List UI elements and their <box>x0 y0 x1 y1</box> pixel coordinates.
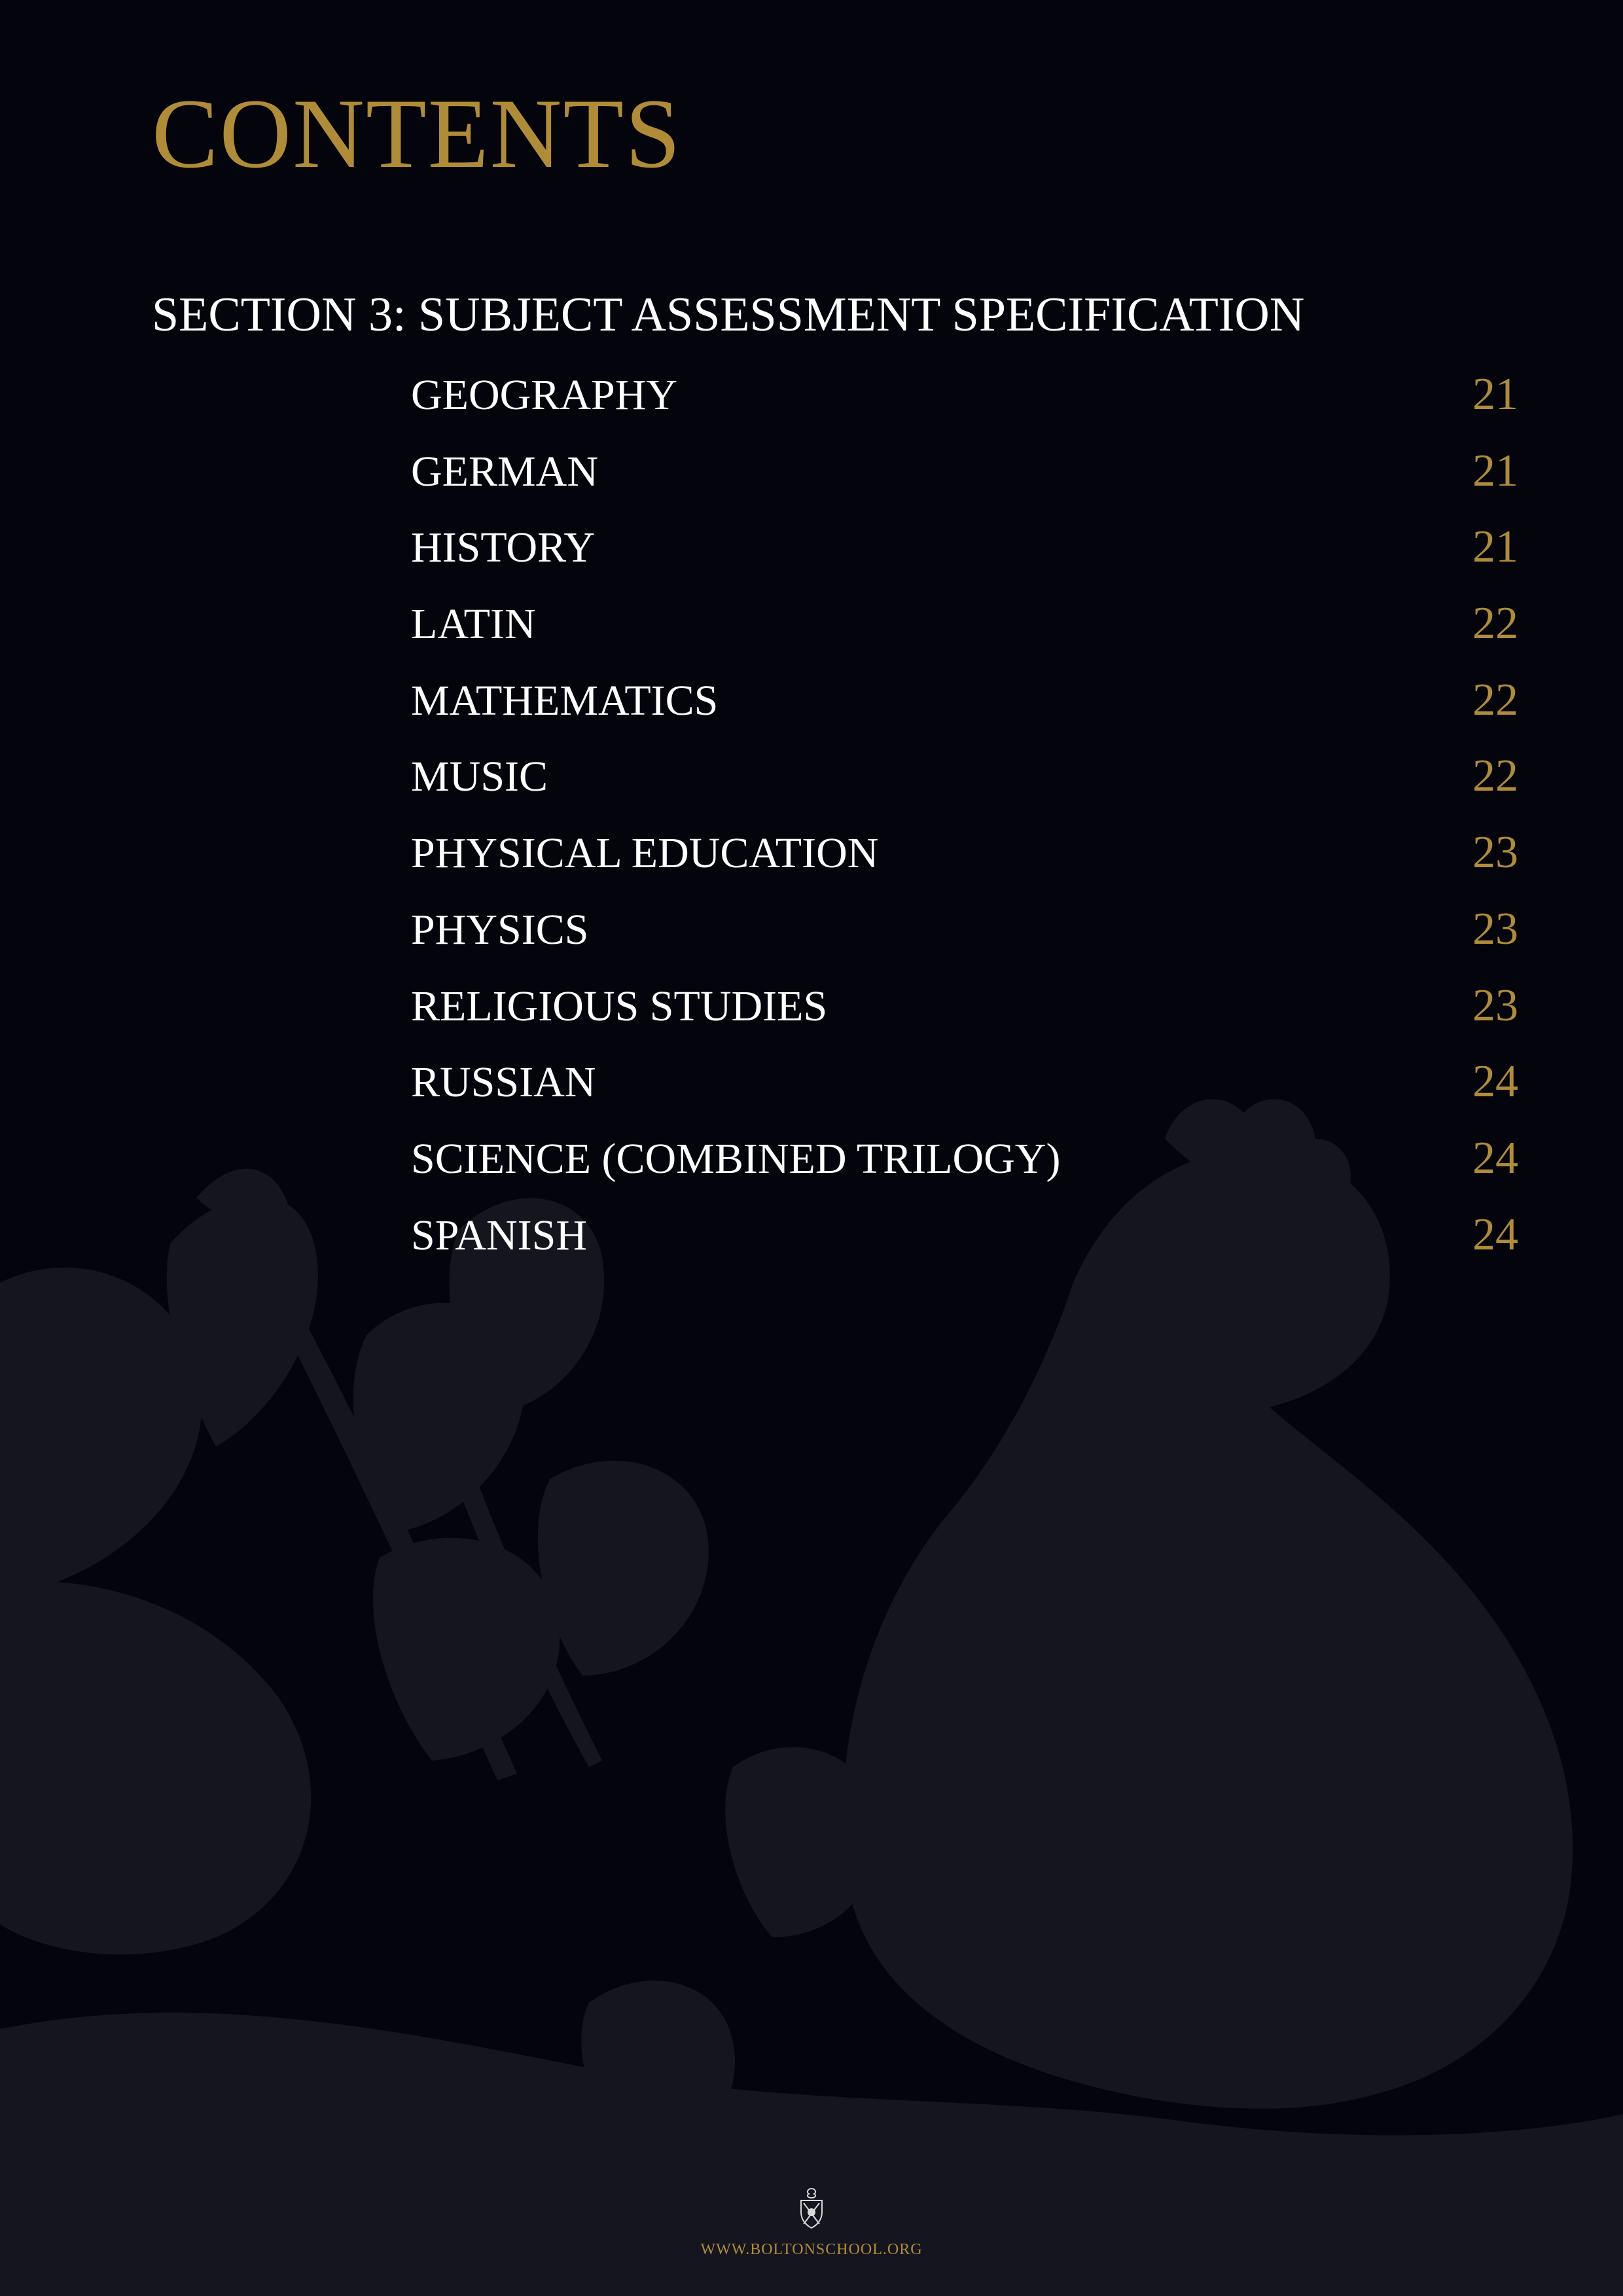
toc-item-page: 23 <box>1472 980 1518 1031</box>
toc-item-page: 23 <box>1472 827 1518 878</box>
toc-item-mathematics[interactable] <box>411 674 1518 754</box>
section-heading: SECTION 3: SUBJECT ASSESSMENT SPECIFICATION <box>152 288 1305 342</box>
toc-item-page: 22 <box>1472 751 1518 802</box>
toc-item-page: 23 <box>1472 903 1518 954</box>
toc-item-page: 24 <box>1472 1209 1518 1260</box>
toc-item-page: 21 <box>1472 522 1518 573</box>
school-crest-icon <box>793 2186 830 2231</box>
toc-item-label: RUSSIAN <box>411 1058 596 1107</box>
toc-item-label: GERMAN <box>411 447 599 495</box>
toc-list <box>411 369 1518 1288</box>
toc-item-page: 21 <box>1472 369 1518 420</box>
toc-item-label: PHYSICAL EDUCATION <box>411 829 879 878</box>
toc-item-label: SPANISH <box>411 1211 588 1259</box>
toc-item-spanish[interactable] <box>411 1209 1518 1289</box>
toc-item-label: LATIN <box>411 600 536 649</box>
footer-url[interactable]: WWW.BOLTONSCHOOL.ORG <box>700 2241 923 2258</box>
toc-item-geography[interactable] <box>411 369 1518 448</box>
toc-item-history[interactable] <box>411 524 1518 601</box>
page-title: CONTENTS <box>152 79 682 188</box>
toc-item-science-combined-trilogy[interactable] <box>411 1132 1518 1212</box>
toc-item-page: 24 <box>1472 1056 1518 1107</box>
toc-item-page: 21 <box>1472 445 1518 496</box>
toc-item-label: GEOGRAPHY <box>411 371 678 419</box>
toc-item-music[interactable] <box>411 753 1518 830</box>
toc-item-page: 22 <box>1472 598 1518 649</box>
toc-item-label: HISTORY <box>411 524 596 572</box>
toc-item-physics[interactable] <box>411 903 1518 983</box>
toc-item-russian[interactable] <box>411 1056 1518 1136</box>
toc-item-label: PHYSICS <box>411 905 589 954</box>
toc-item-latin[interactable] <box>411 598 1518 677</box>
toc-item-religious-studies[interactable] <box>411 980 1518 1060</box>
toc-item-label: RELIGIOUS STUDIES <box>411 982 828 1030</box>
toc-item-physical-education[interactable] <box>411 827 1518 906</box>
toc-item-page: 22 <box>1472 674 1518 725</box>
toc-item-page: 24 <box>1472 1132 1518 1183</box>
toc-item-german[interactable] <box>411 445 1518 525</box>
toc-item-label: SCIENCE (COMBINED TRILOGY) <box>411 1134 1061 1183</box>
toc-item-label: MUSIC <box>411 753 548 801</box>
toc-item-label: MATHEMATICS <box>411 676 719 725</box>
